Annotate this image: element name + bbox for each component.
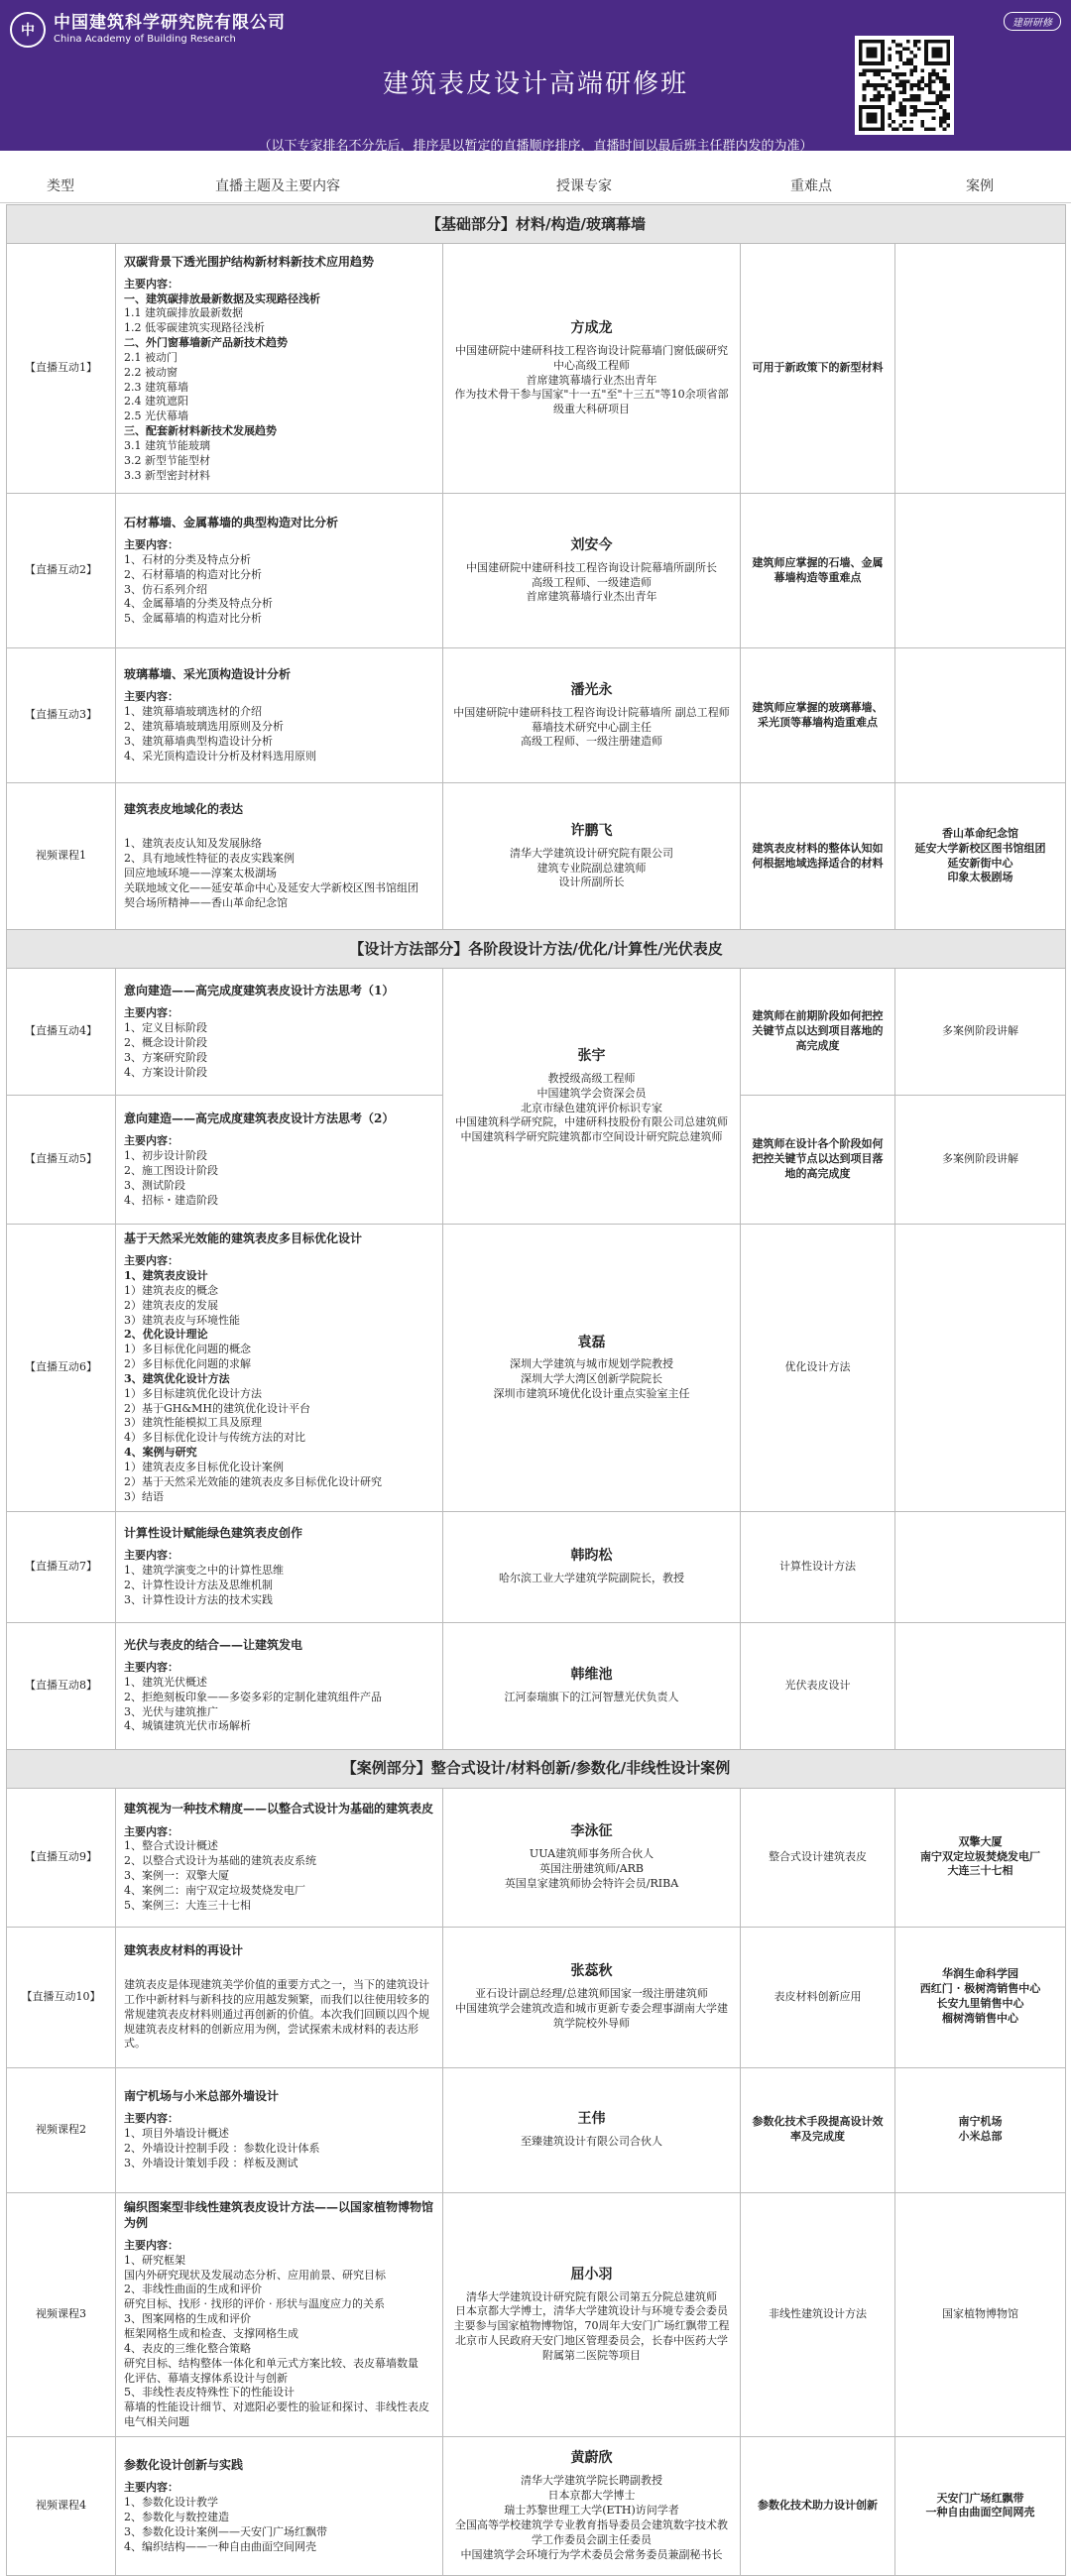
case-study: 天安门广场红飘带 一种自由曲面空间网壳 bbox=[895, 2436, 1066, 2575]
case-study bbox=[895, 1511, 1066, 1622]
content-line: 3.2 新型节能型材 bbox=[124, 453, 210, 467]
session-topic: 建筑表皮地域化的表达 bbox=[124, 802, 244, 817]
expert-title: 建筑专业院副总建筑师 bbox=[536, 861, 647, 875]
session-content bbox=[116, 1927, 443, 2067]
content-line: 3、图案网格的生成和评价 bbox=[124, 2312, 251, 2326]
main-content-label: 主要内容： bbox=[124, 538, 178, 552]
session-type: 【直播互动2】 bbox=[7, 494, 116, 648]
session-topic: 光伏与表皮的结合——让建筑发电 bbox=[124, 1637, 303, 1652]
session-content bbox=[116, 1788, 443, 1927]
content-line: 4）多目标优化设计与传统方法的对比 bbox=[124, 1431, 305, 1445]
key-points: 光伏表皮设计 bbox=[741, 1622, 895, 1749]
content-line: 框架网格生成和检查、支撑网格生成 bbox=[124, 2326, 298, 2340]
content-line: 国内外研究现状及发展动态分析、应用前景、研究目标 bbox=[124, 2268, 386, 2282]
content-line: 1.1 建筑碳排放最新数据 bbox=[124, 306, 243, 320]
key-points: 可用于新政策下的新型材料 bbox=[741, 244, 895, 494]
session-topic: 意向建造——高完成度建筑表皮设计方法思考（2） bbox=[124, 1112, 395, 1126]
content-line: 3、方案研究阶段 bbox=[124, 1051, 207, 1065]
table-row bbox=[7, 1788, 1066, 1927]
content-line: 规建筑表皮材料的创新应用为例，尝试探索未成材料的表达形 bbox=[124, 2022, 418, 2036]
key-points: 参数化技术手段提高设计效率及完成度 bbox=[741, 2067, 895, 2192]
column-header-type: 类型 bbox=[47, 178, 74, 194]
content-line: 2、具有地域性特征的表皮实践案例 bbox=[124, 852, 295, 866]
expert-name: 黄蔚欣 bbox=[570, 2450, 613, 2467]
content-line: 2）基于GH&MH的建筑优化设计平台 bbox=[124, 1401, 311, 1415]
expert-title: 深圳大学建筑与城市规划学院教授 bbox=[510, 1357, 673, 1371]
table-row bbox=[7, 494, 1066, 648]
expert-title: 中国建研院中建研科技工程咨询设计院幕墙所 副总工程师 bbox=[453, 705, 730, 719]
expert-name: 许鹏飞 bbox=[570, 822, 613, 839]
expert-name: 方成龙 bbox=[570, 319, 613, 336]
session-content bbox=[116, 648, 443, 783]
expert-title: 哈尔滨工业大学建筑学院副院长，教授 bbox=[499, 1572, 684, 1585]
table-row bbox=[7, 1927, 1066, 2067]
content-line: 2、参数化与数控建造 bbox=[124, 2511, 229, 2524]
logo bbox=[10, 12, 286, 48]
session-type: 【直播互动4】 bbox=[7, 969, 116, 1096]
session-content bbox=[116, 2192, 443, 2436]
content-line: 2.3 建筑幕墙 bbox=[124, 380, 188, 394]
content-line: 2、拒绝刻板印象——多姿多彩的定制化建筑组件产品 bbox=[124, 1690, 382, 1703]
content-line: 1、石材的分类及特点分析 bbox=[124, 552, 251, 566]
case-study bbox=[895, 648, 1066, 783]
session-type: 【直播互动1】 bbox=[7, 244, 116, 494]
content-line: 4、编织结构——一种自由曲面空间网壳 bbox=[124, 2539, 316, 2553]
case-study bbox=[895, 244, 1066, 494]
logo-mark-icon: 中 bbox=[10, 12, 46, 48]
header-banner bbox=[0, 0, 1071, 154]
table-row bbox=[7, 1622, 1066, 1749]
expert-cell bbox=[443, 783, 741, 930]
expert-title: 深圳市建筑环境优化设计重点实验室主任 bbox=[493, 1387, 690, 1401]
page-title: 建筑表皮设计高端研修班 bbox=[382, 69, 688, 99]
session-content bbox=[116, 1622, 443, 1749]
content-line: 4、案例与研究 bbox=[124, 1446, 197, 1460]
session-topic: 编织图案型非线性建筑表皮设计方法——以国家植物博物馆为例 bbox=[124, 2199, 434, 2230]
content-line: 4、表皮的三维化整合策略 bbox=[124, 2341, 251, 2355]
session-type: 【直播互动5】 bbox=[7, 1096, 116, 1225]
main-content-label: 主要内容： bbox=[124, 277, 178, 291]
table-row bbox=[7, 244, 1066, 494]
content-line: 2.2 被动窗 bbox=[124, 365, 178, 379]
expert-title: 首席建筑幕墙行业杰出青年 bbox=[526, 590, 657, 604]
content-line: 4、金属幕墙的分类及特点分析 bbox=[124, 597, 273, 611]
qr-code-icon[interactable] bbox=[855, 36, 954, 135]
expert-title: 幕墙技术研究中心副主任 bbox=[532, 720, 652, 734]
expert-cell bbox=[443, 2436, 741, 2575]
content-line: 3）建筑表皮与环境性能 bbox=[124, 1313, 240, 1327]
content-line: 1、初步设计阶段 bbox=[124, 1149, 207, 1163]
content-line: 1、建筑光伏概述 bbox=[124, 1675, 207, 1689]
expert-title: 中国建研院中建研科技工程咨询设计院幕墙所副所长 bbox=[466, 560, 717, 574]
content-line: 3.3 新型密封材料 bbox=[124, 468, 210, 482]
key-points: 建筑表皮材料的整体认知如何根据地域选择适合的材料 bbox=[741, 783, 895, 930]
session-content bbox=[116, 2067, 443, 2192]
key-points: 建筑师应掌握的玻璃幕墙、采光顶等幕墙构造重难点 bbox=[741, 648, 895, 783]
case-study bbox=[895, 1622, 1066, 1749]
content-line: 2.1 被动门 bbox=[124, 350, 178, 364]
table-row bbox=[7, 648, 1066, 783]
column-header-key-points: 重难点 bbox=[790, 178, 832, 194]
content-line: 3、参数化设计案例——天安门广场红飘带 bbox=[124, 2524, 327, 2538]
session-type: 【直播互动8】 bbox=[7, 1622, 116, 1749]
case-study bbox=[895, 494, 1066, 648]
content-line: 2、石材幕墙的构造对比分析 bbox=[124, 567, 262, 581]
content-line: 幕墙的性能设计细节、对遮阳必要性的验证和探讨、非线性表皮 bbox=[124, 2400, 429, 2414]
key-points: 参数化技术助力设计创新 bbox=[741, 2436, 895, 2575]
case-study: 华润生命科学园 西红门 · 极树湾销售中心 长安九里销售中心 榴树湾销售中心 bbox=[895, 1927, 1066, 2067]
expert-cell bbox=[443, 1622, 741, 1749]
table-row bbox=[7, 2067, 1066, 2192]
session-content bbox=[116, 1096, 443, 1225]
main-content-label: 主要内容： bbox=[124, 1134, 178, 1148]
expert-title: 作为技术骨干参与国家"十一五"至"十三五"等10余项省部级重大科研项目 bbox=[454, 388, 729, 416]
expert-name: 王伟 bbox=[577, 2111, 606, 2128]
session-topic: 基于天然采光效能的建筑表皮多目标优化设计 bbox=[124, 1231, 363, 1245]
content-line: 2、计算性设计方法及思维机制 bbox=[124, 1579, 273, 1592]
key-points: 建筑师在设计各个阶段如何把控关键节点以达到项目落地的高完成度 bbox=[741, 1096, 895, 1225]
expert-name: 张宇 bbox=[577, 1047, 606, 1064]
session-content bbox=[116, 494, 443, 648]
column-header-expert: 授课专家 bbox=[556, 178, 612, 194]
content-line: 1）多目标建筑优化设计方法 bbox=[124, 1386, 262, 1400]
session-type: 【直播互动6】 bbox=[7, 1225, 116, 1512]
expert-cell bbox=[443, 244, 741, 494]
content-line: 3、仿石系列介绍 bbox=[124, 582, 207, 596]
session-topic: 建筑表皮材料的再设计 bbox=[124, 1942, 244, 1957]
content-line: 4、招标・建造阶段 bbox=[124, 1193, 218, 1207]
expert-title: 高级工程师、一级建造师 bbox=[532, 575, 652, 589]
expert-name: 张蕊秋 bbox=[570, 1963, 613, 1980]
session-type: 【直播互动10】 bbox=[7, 1927, 116, 2067]
expert-title: 北京市人民政府天安门地区管理委员会，长春中医药大学附属第二医院等项目 bbox=[455, 2334, 728, 2362]
content-line: 3、案例一：双擎大厦 bbox=[124, 1869, 229, 1883]
session-topic: 建筑视为一种技术精度——以整合式设计为基础的建筑表皮 bbox=[124, 1802, 434, 1816]
content-line: 2）基于天然采光效能的建筑表皮多目标优化设计研究 bbox=[124, 1474, 382, 1488]
expert-title: 清华大学建筑学院长聘副教授 bbox=[521, 2474, 662, 2488]
session-type: 视频课程2 bbox=[7, 2067, 116, 2192]
session-content bbox=[116, 1511, 443, 1622]
content-line: 一、建筑碳排放最新数据及实现路径浅析 bbox=[124, 292, 320, 305]
case-study: 多案例阶段讲解 bbox=[895, 969, 1066, 1096]
expert-title: 高级工程师、一级注册建造师 bbox=[521, 735, 662, 749]
section-header-row bbox=[7, 1749, 1066, 1788]
content-line: 4、案例二：南宁双定垃圾焚烧发电厂 bbox=[124, 1883, 305, 1897]
main-content-label: 主要内容： bbox=[124, 2481, 178, 2495]
content-line: 工作中新材料与新科技的应用越发频繁，而我们以往使用较多的 bbox=[124, 1992, 429, 2006]
content-line: 4、采光顶构造设计分析及材料选用原则 bbox=[124, 749, 316, 762]
expert-title: 中国建筑学会环境行为学术委员会常务委员兼副秘书长 bbox=[460, 2547, 723, 2561]
session-type: 【直播互动9】 bbox=[7, 1788, 116, 1927]
content-line: 1、整合式设计概述 bbox=[124, 1839, 218, 1853]
key-points: 建筑师在前期阶段如何把控关键节点以达到项目落地的高完成度 bbox=[741, 969, 895, 1096]
logo-english-name: China Academy of Building Research bbox=[54, 34, 236, 46]
content-line: 研究目标、找形 · 找形的评价 · 形状与温度应力的关系 bbox=[124, 2297, 385, 2311]
session-type: 视频课程4 bbox=[7, 2436, 116, 2575]
expert-cell bbox=[443, 969, 741, 1225]
session-topic: 参数化设计创新与实践 bbox=[124, 2458, 244, 2473]
logo-chinese-name: 中国建筑科学研究院有限公司 bbox=[54, 13, 286, 34]
expert-title: 亚石设计副总经理/总建筑师国家一级注册建筑师 bbox=[475, 1987, 708, 2001]
expert-title: 首席建筑幕墙行业杰出青年 bbox=[526, 373, 657, 387]
expert-title: 全国高等学校建筑学专业教育指导委员会建筑数字技术教学工作委员会副主任委员 bbox=[455, 2517, 728, 2546]
content-line: 5、金属幕墙的构造对比分析 bbox=[124, 612, 262, 626]
content-line: 二、外门窗幕墙新产品新技术趋势 bbox=[124, 336, 288, 350]
expert-title: 瑞士苏黎世理工大学(ETH)访问学者 bbox=[504, 2503, 679, 2517]
content-line: 4、城镇建筑光伏市场解析 bbox=[124, 1719, 251, 1733]
content-line: 契合场所精神——香山革命纪念馆 bbox=[124, 895, 288, 909]
session-content bbox=[116, 1225, 443, 1512]
main-content-label: 主要内容： bbox=[124, 1661, 178, 1675]
content-line: 2、优化设计理论 bbox=[124, 1328, 208, 1342]
table-row bbox=[7, 1511, 1066, 1622]
content-line: 2、建筑幕墙玻璃选用原则及分析 bbox=[124, 720, 284, 734]
expert-title: 中国建筑科学研究院，中建研科技股份有限公司总建筑师 bbox=[455, 1115, 728, 1129]
content-line: 2.4 建筑遮阳 bbox=[124, 395, 188, 409]
content-line: 1、参数化设计教学 bbox=[124, 2496, 218, 2510]
expert-name: 韩昀松 bbox=[570, 1548, 613, 1565]
content-line: 3、计算性设计方法的技术实践 bbox=[124, 1592, 273, 1606]
expert-title: 英国皇家建筑师协会特许会员/RIBA bbox=[504, 1876, 679, 1890]
content-line: 1）多目标优化问题的概念 bbox=[124, 1343, 251, 1356]
content-line: 回应地域环境——淳案太极湖场 bbox=[124, 867, 277, 880]
table-row bbox=[7, 1225, 1066, 1512]
expert-title: 日本京都大学博士，清华大学建筑设计与环境专委会委员 bbox=[455, 2304, 728, 2318]
session-type: 视频课程1 bbox=[7, 783, 116, 930]
content-line: 化评估、幕墙支撑体系设计与创新 bbox=[124, 2371, 288, 2385]
session-content bbox=[116, 244, 443, 494]
main-content-label: 主要内容： bbox=[124, 2238, 178, 2252]
expert-title: 清华大学建筑设计研究院有限公司 bbox=[510, 846, 673, 860]
expert-title: 至臻建筑设计有限公司合伙人 bbox=[521, 2135, 662, 2149]
content-line: 1、研究框架 bbox=[124, 2253, 185, 2267]
content-line: 研究目标、结构整体一体化和单元式方案比较、表皮幕墙数量 bbox=[124, 2356, 418, 2370]
content-line: 关联地域文化——延安革命中心及延安大学新校区图书馆组团 bbox=[124, 881, 418, 895]
section-title: 【基础部分】材料/构造/玻璃幕墙 bbox=[7, 205, 1066, 244]
session-type: 视频课程3 bbox=[7, 2192, 116, 2436]
key-points: 优化设计方法 bbox=[741, 1225, 895, 1512]
content-line: 3）建筑性能模拟工具及原理 bbox=[124, 1416, 262, 1430]
content-line: 5、非线性表皮特殊性下的性能设计 bbox=[124, 2386, 295, 2400]
key-points: 建筑师应掌握的石墙、金属幕墙构造等重难点 bbox=[741, 494, 895, 648]
expert-name: 潘光永 bbox=[570, 681, 613, 698]
content-line: 3、测试阶段 bbox=[124, 1179, 185, 1193]
expert-title: 主要参与国家植物博物馆，70周年大安门广场红飘带工程 bbox=[453, 2319, 730, 2333]
column-header-row bbox=[0, 169, 1071, 203]
table-row bbox=[7, 2436, 1066, 2575]
column-header-topic: 直播主题及主要内容 bbox=[215, 178, 340, 194]
table-row bbox=[7, 783, 1066, 930]
expert-name: 屈小羽 bbox=[570, 2266, 613, 2283]
content-line: 三、配套新材料新技术发展趋势 bbox=[124, 424, 277, 438]
expert-title: 设计所副所长 bbox=[558, 876, 625, 889]
expert-title: 中国建筑学会资深会员 bbox=[536, 1086, 647, 1100]
expert-title: UUA建筑师事务所合伙人 bbox=[529, 1847, 654, 1861]
expert-cell bbox=[443, 494, 741, 648]
content-line: 2、非线性曲面的生成和评价 bbox=[124, 2283, 262, 2296]
content-line: 2、以整合式设计为基础的建筑表皮系统 bbox=[124, 1854, 316, 1868]
content-line: 2）建筑表皮的发展 bbox=[124, 1298, 218, 1312]
section-title: 【设计方法部分】各阶段设计方法/优化/计算性/光伏表皮 bbox=[7, 930, 1066, 969]
content-line: 1、建筑学演变之中的计算性思维 bbox=[124, 1564, 284, 1578]
content-line: 建筑表皮是体现建筑美学价值的重要方式之一，当下的建筑设计 bbox=[124, 1978, 429, 1992]
content-line: 1、建筑表皮设计 bbox=[124, 1269, 208, 1283]
section-header-row bbox=[7, 930, 1066, 969]
content-line: 3）结语 bbox=[124, 1489, 164, 1503]
session-topic: 双碳背景下透光围护结构新材料新技术应用趋势 bbox=[124, 254, 375, 269]
key-points: 非线性建筑设计方法 bbox=[741, 2192, 895, 2436]
content-line: 1.2 低零碳建筑实现路径浅析 bbox=[124, 321, 265, 335]
content-line: 1、定义目标阶段 bbox=[124, 1021, 207, 1035]
content-line: 1、项目外墙设计概述 bbox=[124, 2127, 229, 2141]
expert-title: 清华大学建筑设计研究院有限公司第五分院总建筑师 bbox=[466, 2289, 717, 2303]
expert-cell bbox=[443, 2192, 741, 2436]
content-line: 2、概念设计阶段 bbox=[124, 1036, 207, 1050]
content-line: 3、建筑幕墙典型构造设计分析 bbox=[124, 735, 273, 749]
expert-name: 刘安今 bbox=[570, 536, 613, 553]
expert-title: 日本京都大学博士 bbox=[547, 2489, 636, 2503]
expert-cell bbox=[443, 1927, 741, 2067]
expert-cell bbox=[443, 2067, 741, 2192]
key-points: 表皮材料创新应用 bbox=[741, 1927, 895, 2067]
expert-cell bbox=[443, 1788, 741, 1927]
expert-cell bbox=[443, 1511, 741, 1622]
expert-name: 韩维池 bbox=[570, 1667, 613, 1684]
case-study: 国家植物博物馆 bbox=[895, 2192, 1066, 2436]
expert-title: 中国建研院中建研科技工程咨询设计院幕墙门窗低碳研究中心高级工程师 bbox=[455, 343, 728, 372]
session-topic: 意向建造——高完成度建筑表皮设计方法思考（1） bbox=[124, 984, 395, 998]
session-topic: 南宁机场与小米总部外墙设计 bbox=[124, 2089, 280, 2104]
content-line: 电气相关问题 bbox=[124, 2415, 189, 2429]
session-content bbox=[116, 2436, 443, 2575]
session-content bbox=[116, 783, 443, 930]
session-type: 【直播互动7】 bbox=[7, 1511, 116, 1622]
session-type: 【直播互动3】 bbox=[7, 648, 116, 783]
page-subtitle: （以下专家排名不分先后，排序是以暂定的直播顺序排序，直播时间以最后班主任群内发的为准） bbox=[258, 139, 813, 154]
main-content-label: 主要内容： bbox=[124, 1254, 178, 1268]
column-header-case: 案例 bbox=[966, 178, 994, 194]
section-header-row bbox=[7, 205, 1066, 244]
table-row bbox=[7, 2192, 1066, 2436]
expert-title: 中国建筑科学研究院建筑都市空间设计研究院总建筑师 bbox=[460, 1130, 723, 1144]
expert-cell bbox=[443, 648, 741, 783]
session-topic: 石材幕墙、金属幕墙的典型构造对比分析 bbox=[124, 515, 339, 529]
key-points: 整合式设计建筑表皮 bbox=[741, 1788, 895, 1927]
session-content bbox=[116, 969, 443, 1096]
content-line: 3、建筑优化设计方法 bbox=[124, 1371, 230, 1385]
content-line: 4、方案设计阶段 bbox=[124, 1065, 207, 1079]
expert-title: 英国注册建筑师/ARB bbox=[538, 1862, 644, 1876]
content-line: 2）多目标优化问题的求解 bbox=[124, 1357, 251, 1371]
content-line: 常规建筑表皮材料则通过再创新的价值。本次我们回顾以四个规 bbox=[124, 2007, 429, 2021]
case-study: 双擎大厦 南宁双定垃圾焚烧发电厂 大连三十七相 bbox=[895, 1788, 1066, 1927]
expert-name: 李泳征 bbox=[570, 1823, 613, 1840]
content-line: 1）建筑表皮多目标优化设计案例 bbox=[124, 1461, 284, 1473]
expert-title: 深圳大学大湾区创新学院院长 bbox=[521, 1372, 662, 1386]
expert-title: 中国建筑学会建筑改造和城市更新专委会理事湖南大学建筑学院校外导师 bbox=[455, 2002, 728, 2030]
content-line: 1、建筑幕墙玻璃选材的介绍 bbox=[124, 705, 262, 719]
content-line: 3、外墙设计策划手段 ：样板及测试 bbox=[124, 2156, 298, 2169]
content-line: 3、光伏与建筑推广 bbox=[124, 1704, 218, 1718]
case-study bbox=[895, 1225, 1066, 1512]
content-line: 2、外墙设计控制手段 ：参数化设计体系 bbox=[124, 2142, 320, 2156]
table-row bbox=[7, 969, 1066, 1096]
content-line: 2、施工图设计阶段 bbox=[124, 1164, 218, 1178]
expert-title: 教授级高级工程师 bbox=[547, 1071, 636, 1085]
content-line: 1、建筑表皮认知及发展脉络 bbox=[124, 837, 262, 851]
section-title: 【案例部分】整合式设计/材料创新/参数化/非线性设计案例 bbox=[7, 1749, 1066, 1788]
content-line: 2.5 光伏幕墙 bbox=[124, 410, 188, 423]
expert-cell bbox=[443, 1225, 741, 1512]
main-content-label: 主要内容： bbox=[124, 1549, 178, 1563]
case-study: 香山革命纪念馆 延安大学新校区图书馆组团 延安新街中心 印象太极剧场 bbox=[895, 783, 1066, 930]
content-line: 1）建筑表皮的概念 bbox=[124, 1283, 218, 1297]
content-line: 式。 bbox=[124, 2037, 146, 2050]
main-content-label: 主要内容： bbox=[124, 690, 178, 704]
case-study: 多案例阶段讲解 bbox=[895, 1096, 1066, 1225]
expert-title: 江河泰瑞旗下的江河智慧光伏负责人 bbox=[504, 1691, 679, 1704]
session-topic: 玻璃幕墙、采光顶构造设计分析 bbox=[124, 667, 292, 682]
main-content-label: 主要内容： bbox=[124, 1824, 178, 1838]
case-study: 南宁机场 小米总部 bbox=[895, 2067, 1066, 2192]
main-content-label: 主要内容： bbox=[124, 2112, 178, 2126]
main-content-label: 主要内容： bbox=[124, 1006, 178, 1020]
brand-badge: 建研研修 bbox=[1004, 12, 1061, 31]
schedule-table bbox=[6, 204, 1066, 2576]
expert-name: 袁磊 bbox=[577, 1334, 606, 1350]
content-line: 3.1 建筑节能玻璃 bbox=[124, 438, 210, 452]
content-line: 5、案例三：大连三十七相 bbox=[124, 1898, 251, 1912]
expert-title: 北京市绿色建筑评价标识专家 bbox=[521, 1101, 662, 1114]
key-points: 计算性设计方法 bbox=[741, 1511, 895, 1622]
session-topic: 计算性设计赋能绿色建筑表皮创作 bbox=[124, 1526, 303, 1541]
